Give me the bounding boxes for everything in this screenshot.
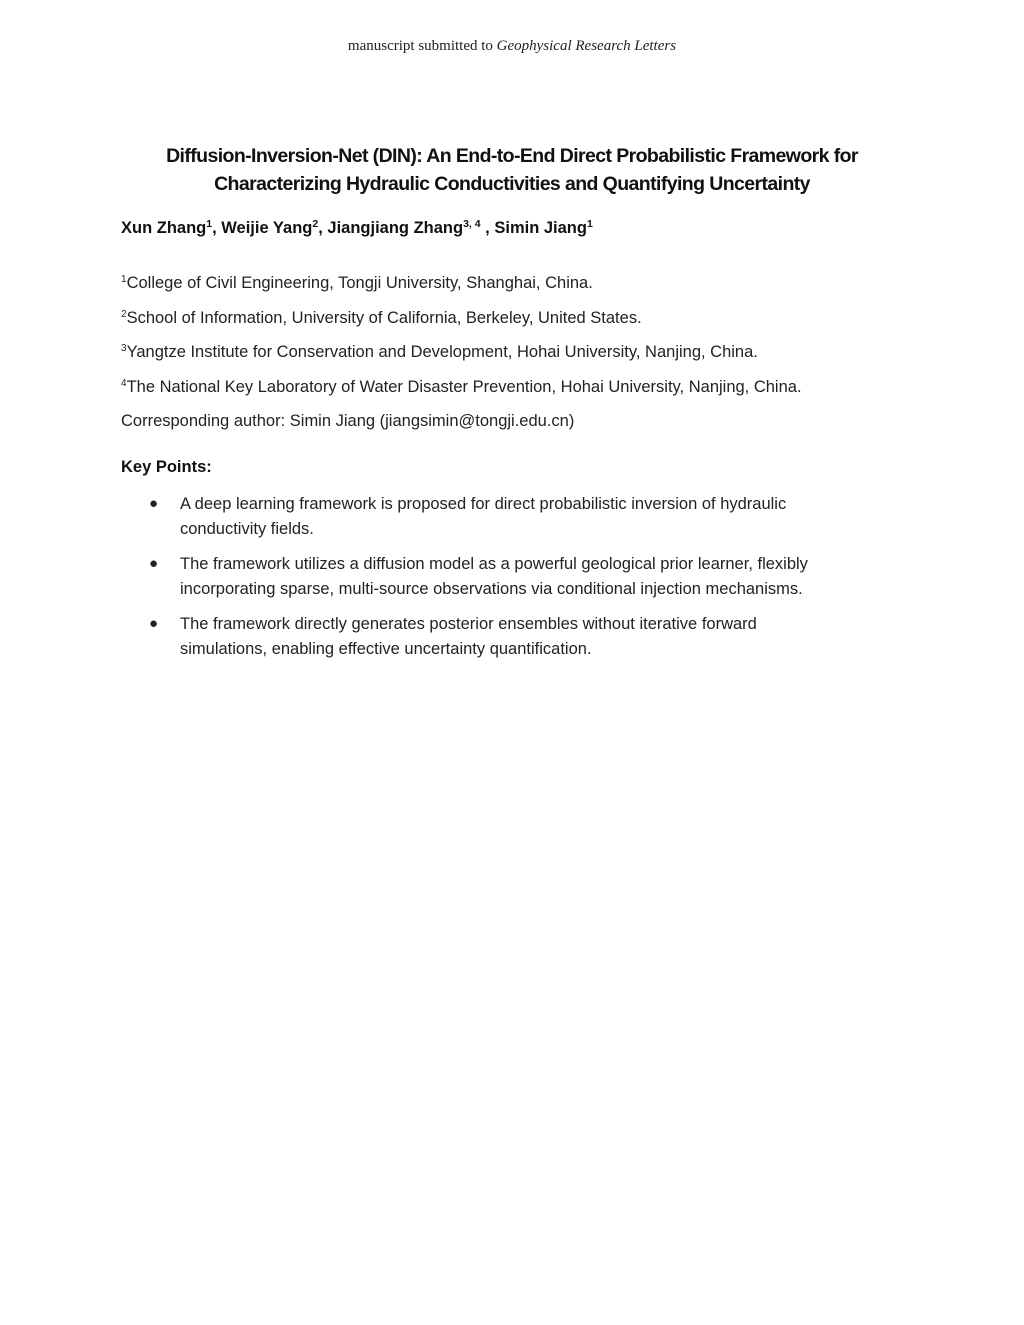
affiliation-4 — [121, 378, 802, 397]
author-name: Simin Jiang — [494, 219, 587, 237]
key-point-line: conductivity fields. — [180, 519, 314, 538]
affiliation-text: College of Civil Engineering, Tongji University, Shanghai, China. — [126, 274, 593, 292]
key-points-heading: Key Points: — [121, 458, 212, 476]
title-line-1: Diffusion-Inversion-Net (DIN): An End-to-End Direct Probabilistic Framework for — [166, 145, 858, 167]
affiliation-marker: 2 — [121, 309, 127, 320]
author-name: Xun Zhang — [121, 219, 207, 237]
running-head-prefix: manuscript submitted to — [347, 38, 493, 54]
author-separator: , — [318, 219, 328, 237]
key-point-line: simulations, enabling effective uncertainty quantification. — [180, 639, 592, 658]
key-point-line: A deep learning framework is proposed for direct probabilistic inversion of hydraulic — [180, 495, 787, 513]
corresponding-author: Corresponding author: Simin Jiang (jiangsimin@tongji.edu.cn) — [121, 412, 575, 430]
author-list — [121, 219, 593, 238]
author-separator: , — [480, 219, 495, 237]
affiliation-text: Yangtze Institute for Conservation and Development, Hohai University, Nanjing, China. — [126, 343, 758, 361]
key-point-line: The framework utilizes a diffusion model as a powerful geological prior learner, flexibly — [180, 555, 808, 573]
author-affiliation-marker: 1 — [586, 218, 593, 230]
key-point-line: incorporating sparse, multi-source observations via conditional injection mechanisms. — [180, 579, 803, 598]
affiliation-text: The National Key Laboratory of Water Disaster Prevention, Hohai University, Nanjing, China. — [126, 378, 802, 396]
bullet-icon: ● — [149, 555, 159, 572]
author-affiliation-marker: 3, 4 — [463, 218, 481, 230]
key-point-line: The framework directly generates posterior ensembles without iterative forward — [180, 615, 757, 633]
paper-title — [100, 142, 924, 198]
bullet-icon: ● — [149, 615, 159, 632]
affiliation-marker: 4 — [121, 378, 127, 389]
author-affiliation-marker: 2 — [312, 218, 319, 230]
author-affiliation-marker: 1 — [206, 218, 213, 230]
affiliation-text: School of Information, University of California, Berkeley, United States. — [126, 309, 642, 327]
journal-name: Geophysical Research Letters — [496, 38, 677, 54]
author-name: Jiangjiang Zhang — [327, 219, 464, 237]
affiliation-3 — [121, 343, 758, 362]
author-separator: , — [212, 219, 222, 237]
bullet-icon: ● — [149, 495, 159, 512]
affiliation-2 — [121, 309, 642, 328]
affiliation-1 — [121, 274, 593, 293]
affiliation-marker: 3 — [121, 343, 127, 354]
affiliation-marker: 1 — [121, 274, 127, 285]
running-head — [0, 38, 1024, 55]
author-name: Weijie Yang — [221, 219, 313, 237]
title-line-2: Characterizing Hydraulic Conductivities and Quantifying Uncertainty — [214, 173, 810, 195]
